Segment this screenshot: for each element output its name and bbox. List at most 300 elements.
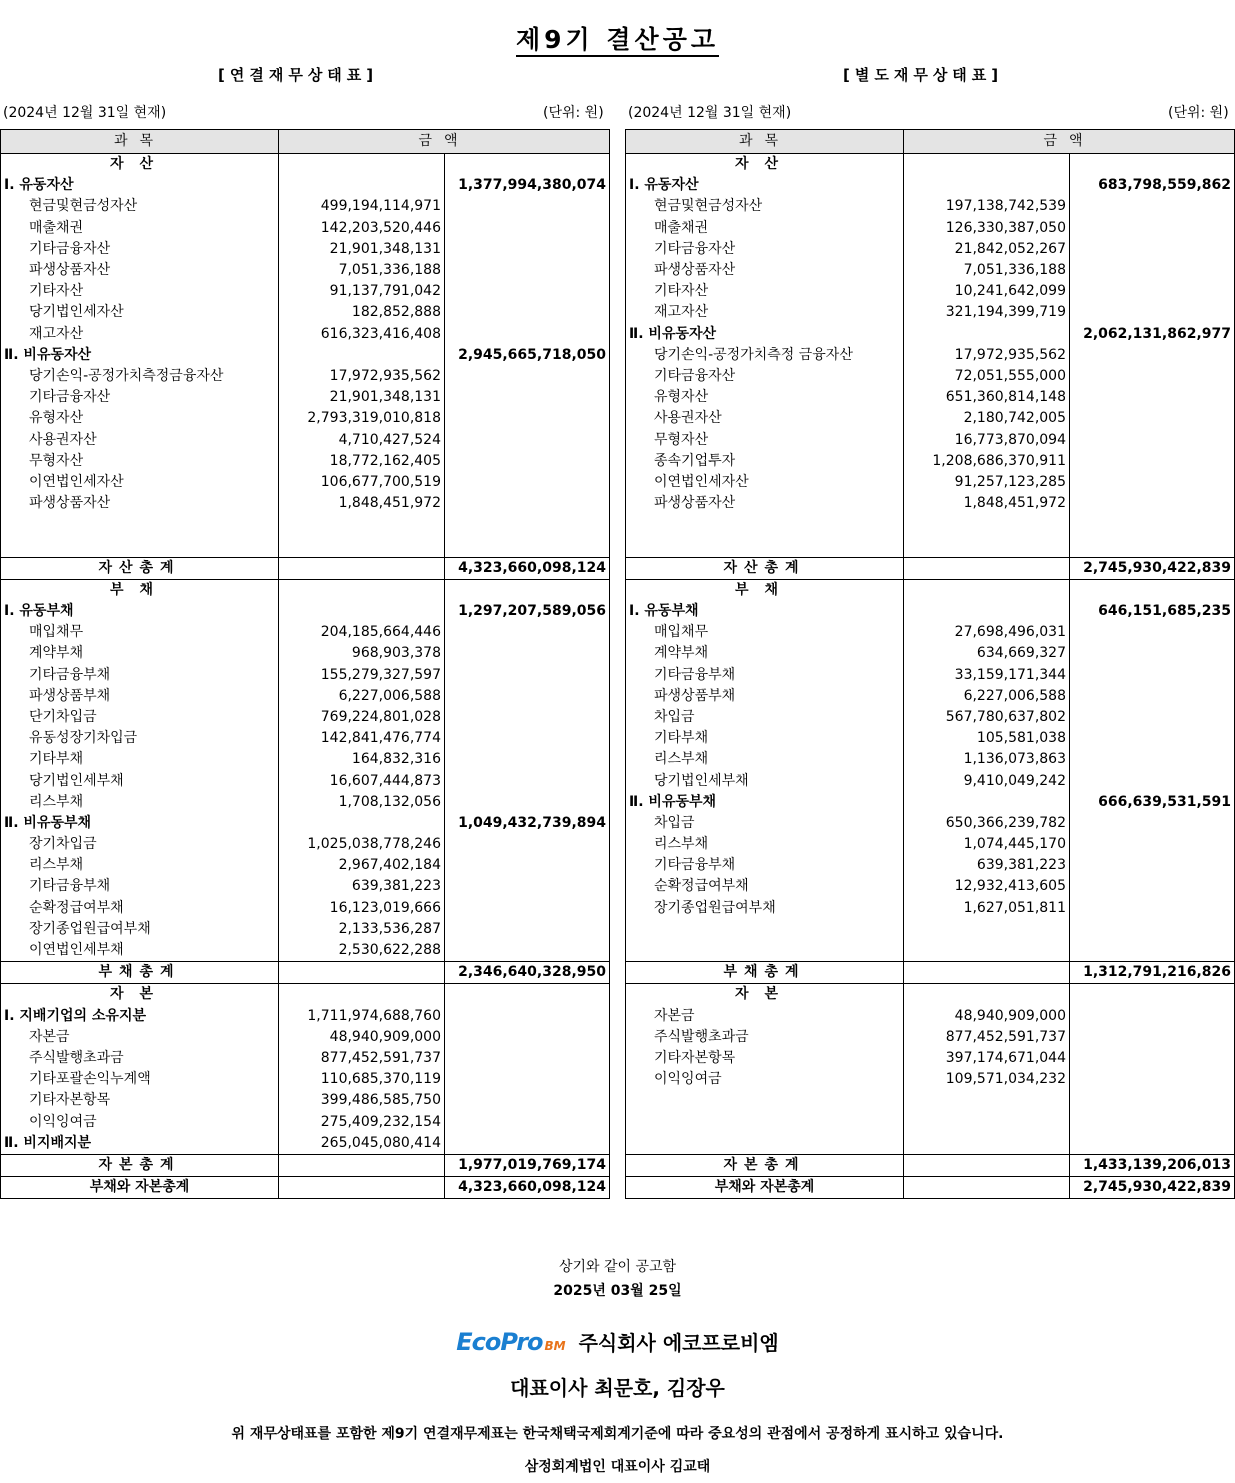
line-item-label: 기타금융자산 [1,239,279,260]
audit-statement: 위 재무상태표를 포함한 제9기 연결재무제표는 한국채택국제회계기준에 따라 중요성의 관점에서 공정하게 표시하고 있습니다. [231,1426,1004,1442]
empty-cell [445,749,610,770]
empty-cell [1070,813,1235,834]
empty-cell [1070,1006,1235,1027]
line-item-amount: 142,841,476,774 [279,728,445,749]
notice-text: 상기와 같이 공고함 [558,1259,677,1275]
line-item-label: 무형자산 [1,451,279,472]
empty-cell [1070,472,1235,493]
empty-cell [1070,535,1235,557]
line-item-amount: 4,710,427,524 [279,429,445,450]
line-item-amount: 6,227,006,588 [279,686,445,707]
empty-cell [445,514,610,535]
grand-total-row-label: 부채와 자본총계 [626,1177,904,1199]
equity-item-label: 주식발행초과금 [626,1027,904,1048]
blank-row [626,1133,1235,1155]
current-liabilities-total: 646,151,685,235 [1070,601,1235,622]
line-item-label: 유형자산 [626,387,904,408]
line-item-row [1,451,610,472]
line-item-row [1,940,610,962]
assets-total-row-label: 자산총계 [626,557,904,579]
empty-cell [626,1133,904,1155]
line-item-label: 이연법인세부채 [1,940,279,962]
equity-item-amount: 399,486,585,750 [279,1090,445,1111]
equity-row [1,1133,610,1155]
assets-total-row [1,557,610,579]
empty-cell [1070,749,1235,770]
ecopro-logo [456,1328,565,1356]
empty-cell [1070,728,1235,749]
blank-row [626,535,1235,557]
ceo-line: 대표이사 최문호, 김장우 [510,1376,725,1400]
empty-cell [904,1177,1070,1199]
line-item-row [626,260,1235,281]
empty-cell [445,707,610,728]
empty-cell [1070,579,1235,601]
line-item-row [1,643,610,664]
equity-item-amount: 877,452,591,737 [904,1027,1070,1048]
empty-cell [904,175,1070,196]
empty-cell [1070,898,1235,919]
line-item-label: 당기법인세부채 [626,770,904,791]
empty-cell [445,154,610,176]
equity-item-label: 주식발행초과금 [1,1048,279,1069]
noncurrent-assets-label: Ⅱ. 비유동자산 [626,324,904,345]
line-item-amount: 1,136,073,863 [904,749,1070,770]
line-item-row [626,749,1235,770]
empty-cell [904,919,1070,940]
liabilities-section-header [626,579,1235,601]
empty-cell [1070,940,1235,962]
equity-row [1,1006,610,1027]
line-item-row [626,622,1235,643]
empty-cell [445,940,610,962]
separate-date: (2024년 12월 31일 현재) [628,105,792,121]
line-item-row [1,493,610,514]
line-item-amount: 499,194,114,971 [279,196,445,217]
liabilities-total-row-amount: 2,346,640,328,950 [445,962,610,984]
line-item-row [626,345,1235,366]
line-item-label: 차입금 [626,813,904,834]
line-item-row [626,707,1235,728]
line-item-label: 파생상품자산 [1,260,279,281]
empty-cell [1070,876,1235,897]
empty-cell [445,1133,610,1155]
empty-cell [1070,1048,1235,1069]
line-item-label: 계약부채 [1,643,279,664]
line-item-label: 기타금융부채 [1,876,279,897]
assets-section-header-label: 자산 [626,154,904,176]
line-item-amount: 18,772,162,405 [279,451,445,472]
empty-cell [445,302,610,323]
equity-section-header-label: 자본 [626,984,904,1006]
empty-cell [1070,665,1235,686]
empty-cell [445,919,610,940]
empty-cell [904,1154,1070,1176]
line-item-label: 기타금융부채 [626,855,904,876]
line-item-label: 차입금 [626,707,904,728]
line-item-label: 매출채권 [626,218,904,239]
equity-row [626,1027,1235,1048]
line-item-amount: 12,932,413,605 [904,876,1070,897]
line-item-row [626,429,1235,450]
line-item-label: 재고자산 [626,302,904,323]
line-item-row [1,728,610,749]
equity-item-amount: 1,711,974,688,760 [279,1006,445,1027]
equity-item-label: 자본금 [626,1006,904,1027]
line-item-amount: 567,780,637,802 [904,707,1070,728]
line-item-label: 리스부채 [1,855,279,876]
equity-total-row-label: 자본총계 [1,1154,279,1176]
empty-cell [279,813,445,834]
line-item-amount: 634,669,327 [904,643,1070,664]
empty-cell [445,984,610,1006]
blank-row [1,514,610,535]
empty-cell [445,535,610,557]
line-item-amount: 106,677,700,519 [279,472,445,493]
line-item-row [626,366,1235,387]
line-item-label: 파생상품부채 [1,686,279,707]
empty-cell [904,962,1070,984]
line-item-amount: 1,848,451,972 [904,493,1070,514]
line-item-row [1,302,610,323]
current-liabilities-label: Ⅰ. 유동부채 [626,601,904,622]
equity-total-row-label: 자본총계 [626,1154,904,1176]
noncurrent-liabilities-total: 666,639,531,591 [1070,792,1235,813]
empty-cell [279,962,445,984]
line-item-amount: 197,138,742,539 [904,196,1070,217]
empty-cell [445,1027,610,1048]
equity-total-row-amount: 1,433,139,206,013 [1070,1154,1235,1176]
empty-cell [445,834,610,855]
line-item-label: 당기법인세자산 [1,302,279,323]
liabilities-section-header-label: 부채 [1,579,279,601]
equity-item-label: 이익잉여금 [1,1111,279,1132]
empty-cell [1070,919,1235,940]
line-item-amount: 2,793,319,010,818 [279,408,445,429]
line-item-label: 단기차입금 [1,707,279,728]
line-item-label: 장기차입금 [1,834,279,855]
consolidated-date: (2024년 12월 31일 현재) [3,105,167,121]
line-item-row [626,813,1235,834]
liabilities-total-row [626,962,1235,984]
page-title-text: 제9기 결산공고 [516,25,719,57]
assets-section-header-label: 자산 [1,154,279,176]
empty-cell [1070,218,1235,239]
line-item-label: 사용권자산 [626,408,904,429]
empty-cell [1070,281,1235,302]
empty-cell [445,898,610,919]
company-line [0,1327,1235,1356]
line-item-label: 매출채권 [1,218,279,239]
empty-cell [1070,239,1235,260]
line-item-label: 리스부채 [626,749,904,770]
line-item-label: 당기손익-공정가치측정 금융자산 [626,345,904,366]
blank-row [626,1111,1235,1132]
line-item-label: 기타금융자산 [626,366,904,387]
empty-cell [1070,1133,1235,1155]
line-item-label: 매입채무 [626,622,904,643]
column-header-item: 과목 [1,130,279,154]
line-item-amount: 968,903,378 [279,643,445,664]
line-item-row [1,919,610,940]
empty-cell [626,535,904,557]
line-item-amount: 21,842,052,267 [904,239,1070,260]
line-item-row [1,281,610,302]
separate-subtitle: [별도재무상태표] [843,66,1004,84]
empty-cell [1070,514,1235,535]
line-item-amount: 7,051,336,188 [279,260,445,281]
line-item-row [626,855,1235,876]
line-item-label: 이연법인세자산 [1,472,279,493]
line-item-label: 기타부채 [1,749,279,770]
line-item-label: 매입채무 [1,622,279,643]
equity-item-label: 이익잉여금 [626,1069,904,1090]
equity-item-label: Ⅰ. 지배기업의 소유지분 [1,1006,279,1027]
line-item-amount: 27,698,496,031 [904,622,1070,643]
empty-cell [445,472,610,493]
current-assets-label: Ⅰ. 유동자산 [1,175,279,196]
line-item-label: 파생상품자산 [626,260,904,281]
empty-cell [1070,154,1235,176]
empty-cell [445,1048,610,1069]
empty-cell [1070,643,1235,664]
empty-cell [445,387,610,408]
line-item-row [1,770,610,791]
line-item-amount: 639,381,223 [279,876,445,897]
empty-cell [1070,984,1235,1006]
empty-cell [1070,834,1235,855]
line-item-label: 파생상품자산 [626,493,904,514]
empty-cell [1070,1027,1235,1048]
line-item-amount: 2,530,622,288 [279,940,445,962]
assets-total-row-label: 자산총계 [1,557,279,579]
equity-total-row [626,1154,1235,1176]
equity-row [1,1111,610,1132]
blank-row [626,940,1235,962]
empty-cell [445,855,610,876]
line-item-amount: 1,848,451,972 [279,493,445,514]
line-item-amount: 17,972,935,562 [904,345,1070,366]
line-item-label: 기타금융자산 [1,387,279,408]
grand-total-row-amount: 4,323,660,098,124 [445,1177,610,1199]
line-item-row [1,366,610,387]
empty-cell [279,984,445,1006]
noncurrent-liabilities-label: Ⅱ. 비유동부채 [626,792,904,813]
empty-cell [279,154,445,176]
line-item-row [1,239,610,260]
line-item-amount: 204,185,664,446 [279,622,445,643]
line-item-amount: 91,257,123,285 [904,472,1070,493]
current-assets-row [626,175,1235,196]
auditor-line: 삼정회계법인 대표이사 김교태 [524,1459,711,1475]
equity-item-amount: 48,940,909,000 [904,1006,1070,1027]
line-item-row [626,196,1235,217]
line-item-amount: 16,123,019,666 [279,898,445,919]
empty-cell [445,792,610,813]
liabilities-total-row-label: 부채총계 [626,962,904,984]
line-item-row [1,855,610,876]
line-item-amount: 616,323,416,408 [279,324,445,345]
noncurrent-assets-total: 2,945,665,718,050 [445,345,610,366]
current-assets-label: Ⅰ. 유동자산 [626,175,904,196]
current-assets-total: 683,798,559,862 [1070,175,1235,196]
current-liabilities-row [1,601,610,622]
line-item-label: 리스부채 [1,792,279,813]
equity-item-label: Ⅱ. 비지배지분 [1,1133,279,1155]
empty-cell [445,686,610,707]
line-item-row [1,876,610,897]
line-item-row [1,898,610,919]
empty-cell [445,218,610,239]
line-item-label: 파생상품자산 [1,493,279,514]
blank-row [626,514,1235,535]
line-item-amount: 21,901,348,131 [279,239,445,260]
line-item-row [1,622,610,643]
equity-item-amount: 397,174,671,044 [904,1048,1070,1069]
empty-cell [445,1069,610,1090]
line-item-amount: 1,708,132,056 [279,792,445,813]
equity-section-header [1,984,610,1006]
line-item-label: 기타금융부채 [1,665,279,686]
line-item-label: 기타자산 [626,281,904,302]
empty-cell [445,665,610,686]
empty-cell [1070,493,1235,514]
line-item-row [626,302,1235,323]
empty-cell [904,557,1070,579]
empty-cell [279,557,445,579]
equity-item-label: 기타자본항목 [626,1048,904,1069]
noncurrent-assets-row [1,345,610,366]
empty-cell [626,919,904,940]
empty-cell [279,1154,445,1176]
logo-sub: BM [544,1339,566,1353]
liabilities-total-row-label: 부채총계 [1,962,279,984]
equity-total-row-amount: 1,977,019,769,174 [445,1154,610,1176]
empty-cell [904,154,1070,176]
empty-cell [904,1090,1070,1111]
line-item-label: 유동성장기차입금 [1,728,279,749]
equity-item-amount: 275,409,232,154 [279,1111,445,1132]
line-item-row [626,834,1235,855]
line-item-row [626,408,1235,429]
separate-balance-sheet [625,129,1235,1199]
current-liabilities-row [626,601,1235,622]
line-item-amount: 21,901,348,131 [279,387,445,408]
line-item-amount: 1,025,038,778,246 [279,834,445,855]
empty-cell [1070,260,1235,281]
empty-cell [445,408,610,429]
line-item-label: 사용권자산 [1,429,279,450]
empty-cell [1070,686,1235,707]
equity-item-label: 자본금 [1,1027,279,1048]
empty-cell [626,1111,904,1132]
empty-cell [904,601,1070,622]
line-item-label: 종속기업투자 [626,451,904,472]
empty-cell [1070,707,1235,728]
grand-total-row-amount: 2,745,930,422,839 [1070,1177,1235,1199]
line-item-amount: 10,241,642,099 [904,281,1070,302]
notice-date: 2025년 03월 25일 [553,1283,682,1299]
empty-cell [279,579,445,601]
line-item-row [626,898,1235,919]
equity-item-amount: 265,045,080,414 [279,1133,445,1155]
equity-item-amount: 110,685,370,119 [279,1069,445,1090]
assets-total-row-amount: 2,745,930,422,839 [1070,557,1235,579]
empty-cell [445,239,610,260]
liabilities-section-header-label: 부채 [626,579,904,601]
line-item-row [1,387,610,408]
line-item-amount: 2,967,402,184 [279,855,445,876]
line-item-amount: 2,180,742,005 [904,408,1070,429]
line-item-row [626,770,1235,791]
line-item-amount: 155,279,327,597 [279,665,445,686]
empty-cell [1070,770,1235,791]
assets-total-row [626,557,1235,579]
line-item-label: 이연법인세자산 [626,472,904,493]
grand-total-row [626,1177,1235,1199]
line-item-row [626,643,1235,664]
line-item-amount: 1,074,445,170 [904,834,1070,855]
line-item-row [1,749,610,770]
line-item-row [1,686,610,707]
empty-cell [1070,1090,1235,1111]
line-item-row [626,451,1235,472]
line-item-amount: 16,607,444,873 [279,770,445,791]
line-item-row [626,472,1235,493]
line-item-row [1,792,610,813]
equity-total-row [1,1154,610,1176]
empty-cell [279,345,445,366]
blank-row [1,535,610,557]
company-name: 주식회사 에코프로비엠 [578,1331,779,1355]
line-item-row [626,281,1235,302]
equity-row [1,1027,610,1048]
line-item-row [1,707,610,728]
noncurrent-liabilities-row [1,813,610,834]
equity-row [1,1048,610,1069]
empty-cell [445,324,610,345]
equity-row [626,1069,1235,1090]
line-item-amount: 72,051,555,000 [904,366,1070,387]
logo-text: EcoPro [456,1328,543,1356]
line-item-row [1,472,610,493]
line-item-row [1,834,610,855]
empty-cell [445,260,610,281]
line-item-label: 장기종업원급여부채 [1,919,279,940]
empty-cell [445,770,610,791]
header-row [626,130,1235,154]
line-item-amount: 91,137,791,042 [279,281,445,302]
assets-section-header [1,154,610,176]
line-item-label: 현금및현금성자산 [626,196,904,217]
line-item-label: 리스부채 [626,834,904,855]
empty-cell [445,493,610,514]
equity-item-amount: 109,571,034,232 [904,1069,1070,1090]
assets-total-row-amount: 4,323,660,098,124 [445,557,610,579]
empty-cell [904,940,1070,962]
current-liabilities-label: Ⅰ. 유동부채 [1,601,279,622]
empty-cell [279,601,445,622]
empty-cell [626,1090,904,1111]
current-assets-total: 1,377,994,380,074 [445,175,610,196]
line-item-amount: 33,159,171,344 [904,665,1070,686]
empty-cell [1070,429,1235,450]
empty-cell [904,514,1070,535]
line-item-amount: 1,627,051,811 [904,898,1070,919]
line-item-row [626,218,1235,239]
line-item-row [626,665,1235,686]
empty-cell [1070,345,1235,366]
